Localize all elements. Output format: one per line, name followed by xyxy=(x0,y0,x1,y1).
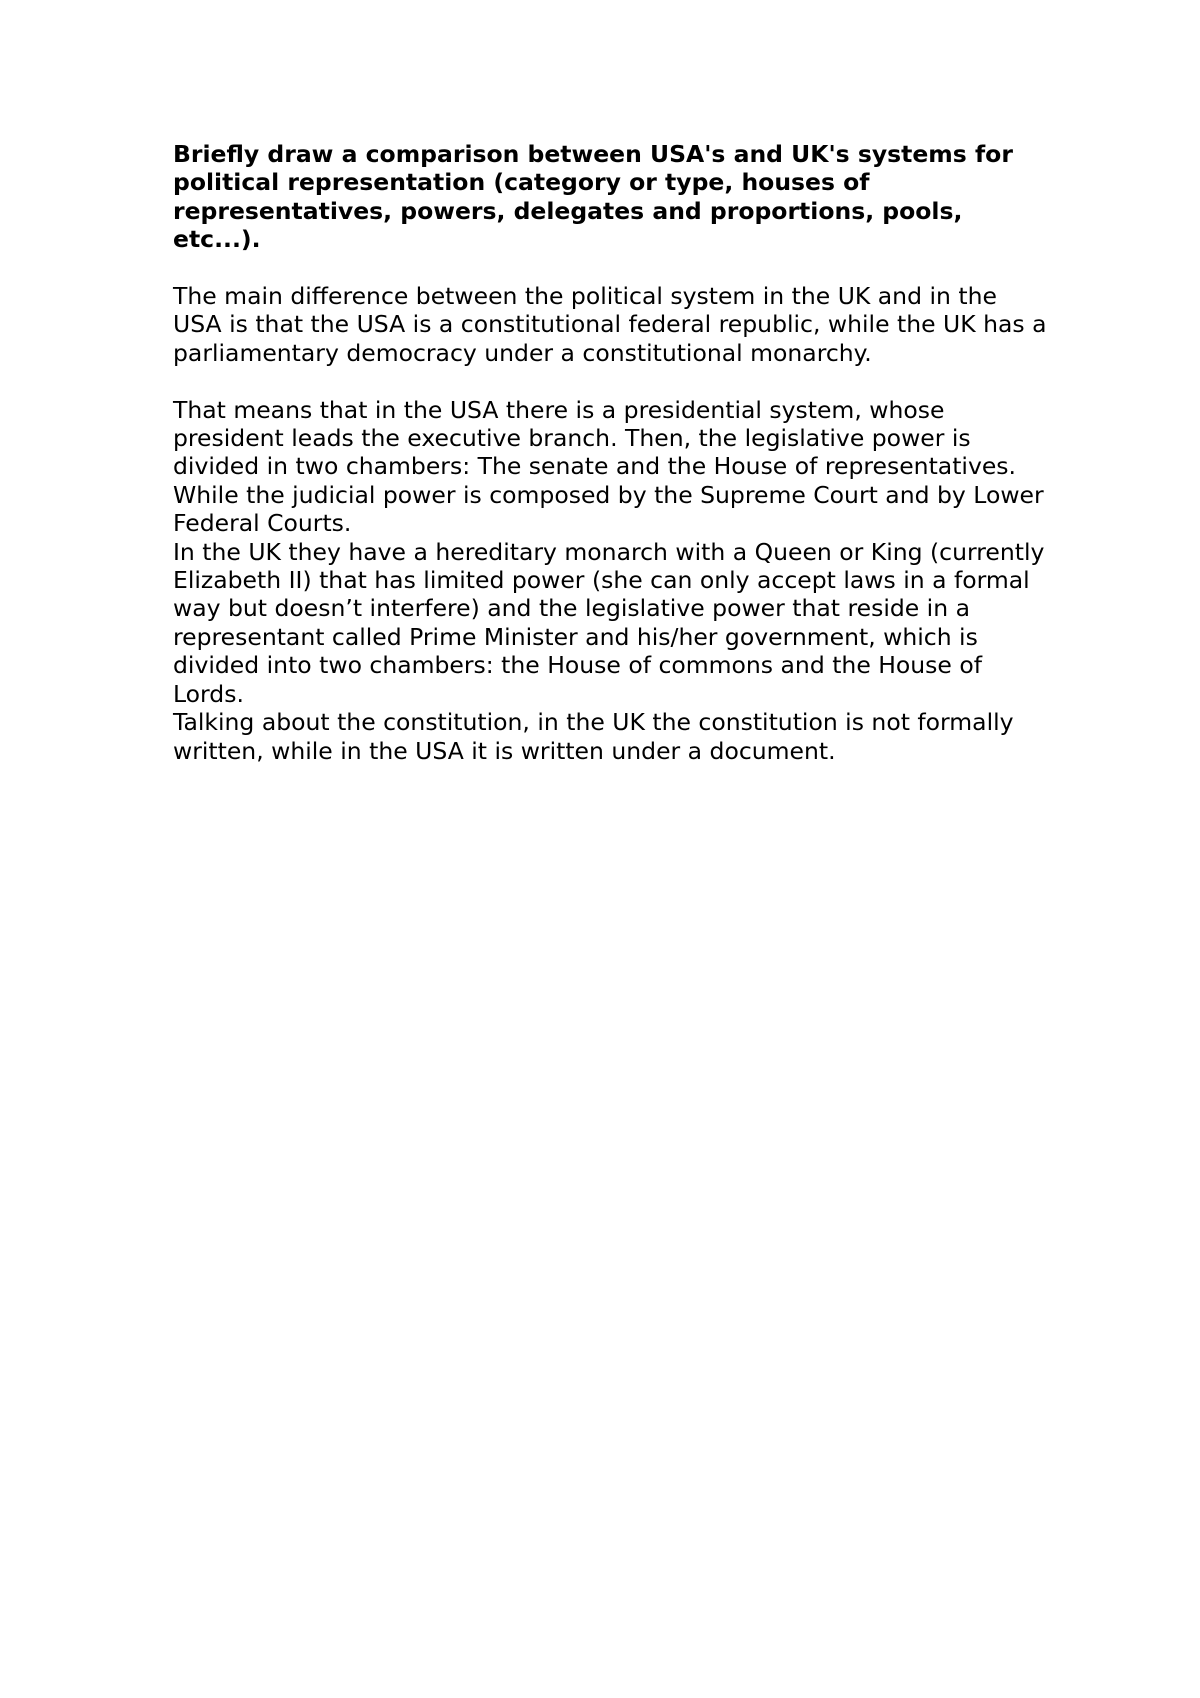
document-body xyxy=(173,140,1053,765)
paragraph-usa-system: That means that in the USA there is a presidential system, whose president leads the executive branch. Then, the legislative power is divided in two chambers: The senate and the House of representatives. While the judicial power is composed by the Supreme Court and by Lower Federal Courts. xyxy=(173,395,1044,538)
paragraph-constitution: Talking about the constitution, in the UK the constitution is not formally written, while in the USA it is written under a document. xyxy=(173,708,1014,765)
blank-line xyxy=(173,367,1053,395)
paragraph-uk-system: In the UK they have a hereditary monarch with a Queen or King (currently Elizabeth II) that has limited power (she can only accept laws in a formal way but doesn’t interfere) and the legislative power that reside in a representant called Prime Minister and his/her government, which is divided into two chambers: the House of commons and the House of Lords. xyxy=(173,537,1045,708)
blank-line xyxy=(173,254,1053,282)
paragraph-main-difference: The main difference between the political system in the UK and in the USA is that the USA is a constitutional federal republic, while the UK has a parliamentary democracy under a constitutional monarchy. xyxy=(173,282,1047,367)
question-heading: Briefly draw a comparison between USA's and UK's systems for political representation (category or type, houses of representatives, powers, delegates and proportions, pools, etc...). xyxy=(173,140,1013,254)
